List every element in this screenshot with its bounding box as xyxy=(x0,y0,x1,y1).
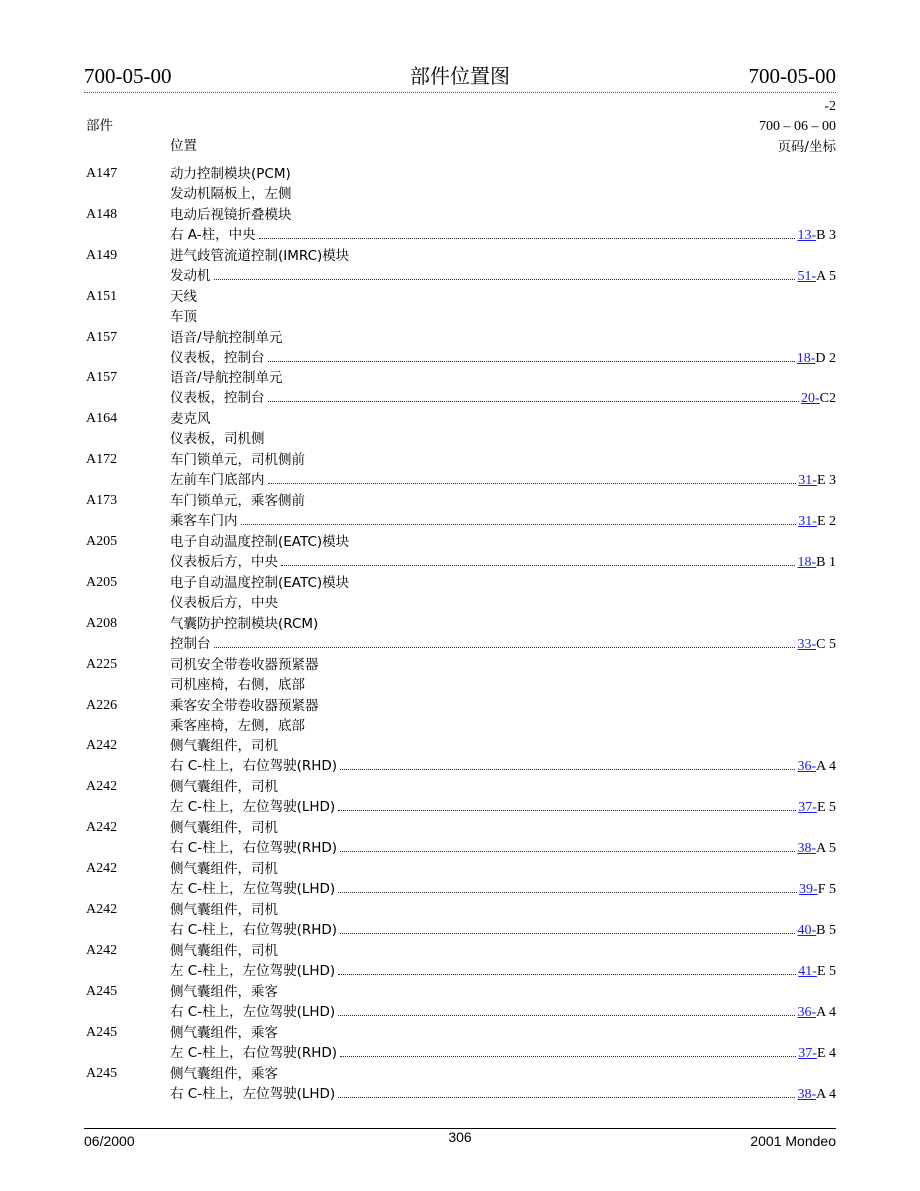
location-line xyxy=(170,961,836,981)
page-footer xyxy=(84,1128,836,1153)
component-code: A205 xyxy=(86,534,118,550)
dot-leader xyxy=(281,564,795,566)
dot-leader xyxy=(338,1014,795,1016)
component-location: 左前车门底部内 xyxy=(170,472,265,489)
page-reference xyxy=(797,267,836,287)
location-line xyxy=(170,1043,836,1063)
component-name: 侧气囊组件，司机 xyxy=(170,942,278,959)
page-reference xyxy=(798,512,836,532)
list-item xyxy=(84,450,836,491)
list-item xyxy=(84,900,836,941)
location-line xyxy=(170,797,836,817)
list-item xyxy=(84,368,836,409)
location-line xyxy=(170,470,836,490)
location-line xyxy=(170,593,836,613)
component-location: 仪表板，控制台 xyxy=(170,390,265,407)
page-link[interactable]: 20- xyxy=(800,391,820,407)
component-name: 侧气囊组件，司机 xyxy=(170,902,278,919)
component-location: 车顶 xyxy=(170,308,197,325)
component-name: 动力控制模块(PCM) xyxy=(170,166,291,182)
component-code: A149 xyxy=(86,247,118,263)
grid-coordinate: E 4 xyxy=(816,1045,836,1061)
list-item xyxy=(84,818,836,859)
page-link[interactable]: 41- xyxy=(798,963,817,979)
page-reference xyxy=(797,349,836,369)
component-location: 右 C-柱上，右位驾驶(RHD) xyxy=(170,840,338,857)
page-reference xyxy=(798,798,836,818)
dot-leader xyxy=(338,891,797,893)
list-item xyxy=(84,532,836,573)
page-link[interactable]: 13- xyxy=(797,227,817,243)
page-link[interactable]: 37- xyxy=(798,1045,817,1061)
page-link[interactable]: 51- xyxy=(797,268,817,284)
component-code: A242 xyxy=(86,902,118,918)
component-location: 左 C-柱上，左位驾驶(LHD) xyxy=(170,962,336,979)
component-location: 发动机 xyxy=(170,267,211,284)
list-item xyxy=(84,1064,836,1105)
component-name: 侧气囊组件，乘客 xyxy=(170,983,278,1000)
component-name: 侧气囊组件，司机 xyxy=(170,779,278,796)
grid-coordinate: A 4 xyxy=(816,1086,836,1102)
component-name: 侧气囊组件，司机 xyxy=(170,738,278,755)
page-reference xyxy=(797,553,836,573)
list-item xyxy=(84,696,836,737)
list-item xyxy=(84,736,836,777)
list-item xyxy=(84,859,836,900)
footer-date: 06/2000 xyxy=(84,1133,135,1149)
location-line xyxy=(170,634,836,654)
component-name: 侧气囊组件，司机 xyxy=(170,820,278,837)
component-location: 右 C-柱上，左位驾驶(LHD) xyxy=(170,1085,336,1102)
dot-leader xyxy=(241,523,797,525)
list-item xyxy=(84,1023,836,1064)
component-code: A242 xyxy=(86,779,118,795)
location-line xyxy=(170,225,836,245)
page-link[interactable]: 38- xyxy=(797,1086,817,1102)
grid-coordinate: C 5 xyxy=(816,636,836,652)
component-code: A205 xyxy=(86,574,118,590)
dot-leader xyxy=(340,768,795,770)
component-location: 控制台 xyxy=(170,635,211,652)
location-line xyxy=(170,388,836,408)
grid-coordinate: E 5 xyxy=(816,800,836,816)
component-location: 右 C-柱上，右位驾驶(RHD) xyxy=(170,758,338,775)
dot-leader xyxy=(214,278,796,280)
page-reference xyxy=(798,1044,836,1064)
component-list xyxy=(84,164,836,1104)
component-code: A157 xyxy=(86,370,118,386)
grid-coordinate: A 5 xyxy=(816,268,836,284)
component-name: 麦克风 xyxy=(170,411,211,428)
page-reference xyxy=(797,1003,836,1023)
location-line xyxy=(170,511,836,531)
grid-coordinate: A 4 xyxy=(816,759,836,775)
component-name: 乘客安全带卷收器预紧器 xyxy=(170,697,319,714)
page-link[interactable]: 33- xyxy=(797,636,817,652)
list-item xyxy=(84,409,836,450)
component-code: A164 xyxy=(86,411,118,427)
grid-coordinate: B 1 xyxy=(816,555,836,571)
component-location: 仪表板，司机侧 xyxy=(170,431,265,448)
component-location: 司机座椅，右侧，底部 xyxy=(170,676,305,693)
page-link[interactable]: 18- xyxy=(797,555,817,571)
dot-leader xyxy=(340,1055,796,1057)
component-location: 仪表板，控制台 xyxy=(170,349,265,366)
page-reference-block xyxy=(759,97,836,157)
component-code: A225 xyxy=(86,656,118,672)
grid-coordinate: A 5 xyxy=(816,841,836,857)
list-item xyxy=(84,614,836,655)
page-link[interactable]: 18- xyxy=(796,350,816,366)
page-reference xyxy=(799,880,836,900)
grid-coordinate: C2 xyxy=(819,391,836,407)
header-section-code-right: 700-05-00 xyxy=(748,64,836,88)
component-location: 乘客座椅，左侧，底部 xyxy=(170,717,305,734)
grid-coordinate: D 2 xyxy=(815,350,836,366)
grid-coordinate: B 5 xyxy=(816,923,836,939)
list-item xyxy=(84,777,836,818)
component-name: 气囊防护控制模块(RCM) xyxy=(170,615,319,632)
location-line xyxy=(170,675,836,695)
component-code: A172 xyxy=(86,452,118,468)
page-reference xyxy=(797,921,836,941)
dot-leader xyxy=(214,646,796,648)
component-code: A208 xyxy=(86,615,118,631)
component-name: 侧气囊组件，乘客 xyxy=(170,1024,278,1041)
component-name: 语音/导航控制单元 xyxy=(170,370,283,387)
page-link[interactable]: 39- xyxy=(799,882,818,898)
dot-leader xyxy=(338,973,796,975)
component-name: 电子自动温度控制(EATC)模块 xyxy=(170,574,350,591)
component-name: 侧气囊组件，司机 xyxy=(170,861,278,878)
dot-leader xyxy=(338,809,796,811)
grid-coordinate: B 3 xyxy=(816,227,836,243)
location-line xyxy=(170,184,836,204)
grid-coordinate: F 5 xyxy=(817,882,836,898)
location-line xyxy=(170,552,836,572)
component-code: A242 xyxy=(86,738,118,754)
location-line xyxy=(170,348,836,368)
list-item xyxy=(84,982,836,1023)
component-location: 左 C-柱上，左位驾驶(LHD) xyxy=(170,799,336,816)
location-line xyxy=(170,1084,836,1104)
list-item xyxy=(84,164,836,205)
component-code: A245 xyxy=(86,983,118,999)
list-item xyxy=(84,287,836,328)
component-code: A242 xyxy=(86,820,118,836)
component-code: A147 xyxy=(86,166,118,181)
dot-leader xyxy=(268,360,795,362)
page-title: 部件位置图 xyxy=(410,64,510,88)
page-ref-line-2: 700 – 06 – 00 xyxy=(759,119,836,134)
location-line xyxy=(170,756,836,776)
dot-leader xyxy=(268,482,797,484)
component-name: 天线 xyxy=(170,288,197,305)
component-name: 车门锁单元，司机侧前 xyxy=(170,452,305,469)
location-line xyxy=(170,838,836,858)
page-reference xyxy=(797,839,836,859)
footer-model: 2001 Mondeo xyxy=(750,1133,836,1149)
dot-leader xyxy=(338,1096,795,1098)
grid-coordinate: A 4 xyxy=(816,1004,836,1020)
list-item xyxy=(84,491,836,532)
location-line xyxy=(170,307,836,327)
component-location: 右 A-柱，中央 xyxy=(170,226,256,243)
page-reference xyxy=(797,635,836,655)
component-code: A245 xyxy=(86,1024,118,1040)
page-reference xyxy=(798,471,836,491)
location-line xyxy=(170,429,836,449)
dot-leader xyxy=(268,400,799,402)
location-line xyxy=(170,920,836,940)
component-location: 左 C-柱上，左位驾驶(LHD) xyxy=(170,881,336,898)
component-code: A173 xyxy=(86,493,118,509)
component-location: 乘客车门内 xyxy=(170,513,238,530)
dot-leader xyxy=(340,850,795,852)
component-location: 左 C-柱上，右位驾驶(RHD) xyxy=(170,1044,338,1061)
grid-coordinate: E 2 xyxy=(816,514,836,530)
grid-coordinate: E 5 xyxy=(816,963,836,979)
location-line xyxy=(170,716,836,736)
component-name: 语音/导航控制单元 xyxy=(170,329,283,346)
component-code: A226 xyxy=(86,697,118,713)
location-line xyxy=(170,1002,836,1022)
component-name: 侧气囊组件，乘客 xyxy=(170,1065,278,1082)
component-location: 仪表板后方，中央 xyxy=(170,594,278,611)
component-code: A148 xyxy=(86,206,118,222)
page-link[interactable]: 37- xyxy=(798,800,817,816)
component-name: 司机安全带卷收器预紧器 xyxy=(170,656,319,673)
component-name: 车门锁单元，乘客侧前 xyxy=(170,493,305,510)
component-name: 电动后视镜折叠模块 xyxy=(170,206,292,223)
page-link[interactable]: 31- xyxy=(798,514,817,530)
component-location: 右 C-柱上，左位驾驶(LHD) xyxy=(170,1003,336,1020)
location-line xyxy=(170,879,836,899)
component-location: 发动机隔板上，左侧 xyxy=(170,186,292,202)
column-header-location: 位置 xyxy=(170,138,197,154)
component-name: 电子自动温度控制(EATC)模块 xyxy=(170,534,350,551)
component-code: A242 xyxy=(86,861,118,877)
component-code: A151 xyxy=(86,288,118,304)
page-link[interactable]: 40- xyxy=(797,923,817,939)
grid-coordinate: E 3 xyxy=(816,473,836,489)
list-item xyxy=(84,328,836,369)
component-location: 仪表板后方，中央 xyxy=(170,554,278,571)
page-ref-line-1: -2 xyxy=(824,99,836,114)
component-name: 进气歧管流道控制(IMRC)模块 xyxy=(170,247,350,264)
page-reference xyxy=(797,226,836,246)
page-reference xyxy=(801,389,836,409)
list-item xyxy=(84,941,836,982)
page-reference xyxy=(797,757,836,777)
component-location: 右 C-柱上，右位驾驶(RHD) xyxy=(170,922,338,939)
page-link[interactable]: 36- xyxy=(797,759,817,775)
list-item xyxy=(84,655,836,696)
page-header xyxy=(84,62,836,93)
list-item xyxy=(84,573,836,614)
component-code: A242 xyxy=(86,942,118,958)
column-header-part: 部件 xyxy=(86,118,113,134)
footer-page-number: 306 xyxy=(448,1129,472,1145)
page-link[interactable]: 31- xyxy=(798,473,817,489)
dot-leader xyxy=(340,932,795,934)
page-reference xyxy=(797,1085,836,1105)
location-line xyxy=(170,266,836,286)
component-code: A157 xyxy=(86,329,118,345)
page-link[interactable]: 36- xyxy=(797,1004,817,1020)
page-ref-line-3: 页码/坐标 xyxy=(777,139,836,155)
page-link[interactable]: 38- xyxy=(797,841,817,857)
page-reference xyxy=(798,962,836,982)
list-item xyxy=(84,205,836,246)
header-section-code-left: 700-05-00 xyxy=(84,64,172,88)
list-item xyxy=(84,246,836,287)
dot-leader xyxy=(259,237,796,239)
component-code: A245 xyxy=(86,1065,118,1081)
